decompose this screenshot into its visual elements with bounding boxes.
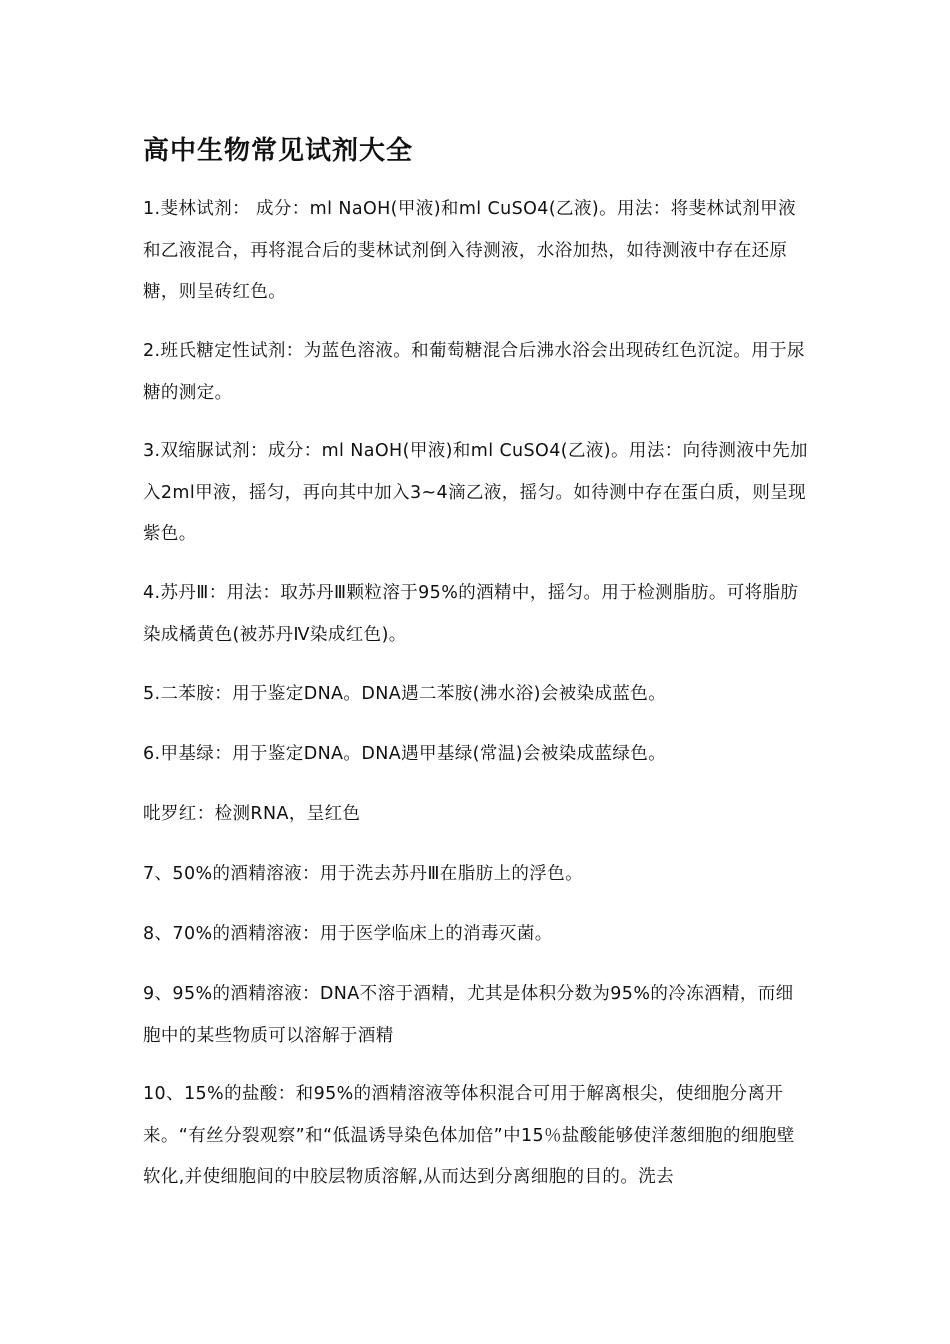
document-title: 高中生物常见试剂大全 bbox=[143, 136, 414, 166]
paragraph-methyl-green: 6.甲基绿：用于鉴定DNA。DNA遇甲基绿(常温)会被染成蓝绿色。 bbox=[143, 744, 667, 764]
paragraph-hydrochloric-acid: 10、15%的盐酸：和95%的酒精溶液等体积混合可用于解离根尖，使细胞分离开来。“有丝分裂观察”和“低温诱导染色体加倍”中15％盐酸能够使洋葱细胞的细胞壁软化,并使细胞间的中胶层物质溶解,从而达到分离细胞的目的。洗去 bbox=[143, 1084, 795, 1187]
paragraph-pyronin: 吡罗红：检测RNA，呈红色 bbox=[143, 804, 361, 824]
paragraph-biuret-reagent: 3.双缩脲试剂：成分：ml NaOH(甲液)和ml CuSO4(乙液)。用法：向待测液中先加入2ml甲液，摇匀，再向其中加入3~4滴乙液，摇匀。如待测中存在蛋白质，则呈现紫色。 bbox=[143, 441, 808, 544]
paragraph-diphenylamine: 5.二苯胺：用于鉴定DNA。DNA遇二苯胺(沸水浴)会被染成蓝色。 bbox=[143, 684, 667, 704]
paragraph-alcohol-50: 7、50%的酒精溶液：用于洗去苏丹Ⅲ在脂肪上的浮色。 bbox=[143, 864, 583, 884]
paragraph-alcohol-70: 8、70%的酒精溶液：用于医学临床上的消毒灭菌。 bbox=[143, 924, 553, 944]
paragraph-alcohol-95: 9、95%的酒精溶液：DNA不溶于酒精，尤其是体积分数为95%的冷冻酒精，而细胞中的某些物质可以溶解于酒精 bbox=[143, 984, 794, 1046]
paragraph-benedict-reagent: 2.班氏糖定性试剂：为蓝色溶液。和葡萄糖混合后沸水浴会出现砖红色沉淀。用于尿糖的测定。 bbox=[143, 341, 805, 403]
paragraph-sudan-iii: 4.苏丹Ⅲ：用法：取苏丹Ⅲ颗粒溶于95%的酒精中，摇匀。用于检测脂肪。可将脂肪染成橘黄色(被苏丹Ⅳ染成红色)。 bbox=[143, 583, 799, 645]
paragraph-fehling-reagent: 1.斐林试剂： 成分：ml NaOH(甲液)和ml CuSO4(乙液)。用法：将斐林试剂甲液和乙液混合，再将混合后的斐林试剂倒入待测液，水浴加热，如待测液中存在还原糖，则呈砖红色。 bbox=[143, 199, 796, 302]
